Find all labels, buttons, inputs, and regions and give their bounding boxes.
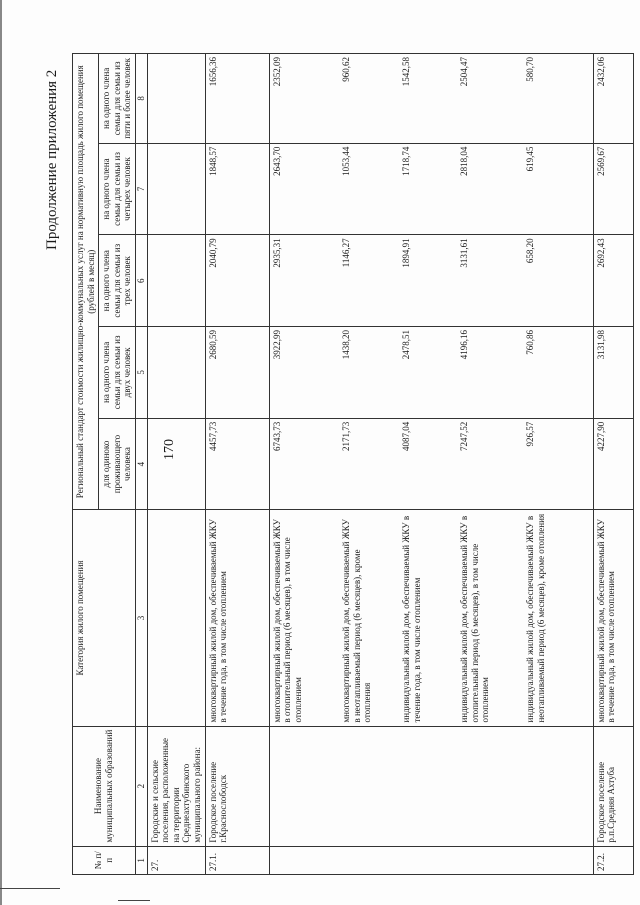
row-value: 2692,43 [593,235,633,327]
table-row [147,54,205,875]
row-num: 27. [147,846,205,874]
column-number-row [136,54,148,875]
row-value: 658,20 [523,235,593,327]
row-name: Городское поселение р.п.Средняя Ахтуба [593,726,633,846]
row-num [339,846,399,874]
row-value: 2040,79 [205,235,269,327]
column-number: 3 [136,510,148,726]
row-value: 4227,90 [593,418,633,510]
table-row [205,54,269,875]
table-row [593,54,633,875]
column-number: 4 [136,418,148,510]
row-num: 27.2. [593,846,633,874]
header-col4: для одиноко проживающего человека [99,418,136,510]
header-category: Категория жилого помещения [73,510,136,726]
row-value: 2432,06 [593,54,633,144]
page-number: 170 [162,439,177,460]
header-col6: на одного члена семьи для семьи из трех человек [99,235,136,327]
row-value: 619,45 [523,143,593,235]
row-name [399,726,457,846]
table-row [269,54,339,875]
column-number: 6 [136,235,148,327]
standards-table [72,53,634,875]
row-name: Городское поселение г.Краснослободск [205,726,269,846]
row-value: 4196,16 [457,327,523,419]
row-name: Городские и сельские поселения, расположенные на территории Среднеахтубинского муниципального района: [147,726,205,846]
header-col7: на одного члена семьи для семьи из четырех человек [99,143,136,235]
row-name [269,726,339,846]
column-number: 8 [136,54,148,144]
column-number: 1 [136,846,148,874]
row-value: 580,70 [523,54,593,144]
row-category: многоквартирный жилой дом, обеспечиваемый ЖКУ в течение года, в том числе отоплением [205,510,269,726]
row-value: 926,57 [523,418,593,510]
header-col8: на одного члена семьи для семьи из пяти и более человек [99,54,136,144]
table-row [399,54,457,875]
row-value: 2643,70 [269,143,339,235]
row-value [147,235,205,327]
row-value: 3131,61 [457,235,523,327]
row-value [147,418,205,510]
row-value: 2478,51 [399,327,457,419]
column-number: 5 [136,327,148,419]
row-value: 7247,52 [457,418,523,510]
row-value: 960,62 [339,54,399,144]
row-name [457,726,523,846]
table-row [339,54,399,875]
header-col5: на одного члена семьи для семьи из двух человек [99,327,136,419]
row-value: 2504,47 [457,54,523,144]
row-value: 3131,98 [593,327,633,419]
header-standard-group: Региональный стандарт стоимости жилищно-коммунальных услуг на нормативную площадь жилого помещения (рублей в месяц) [73,54,99,510]
column-number: 7 [136,143,148,235]
row-value [147,327,205,419]
row-name [523,726,593,846]
row-category: многоквартирный жилой дом, обеспечиваемый ЖКУ в отопительный период (6 месяцев), в том числе отоплением [269,510,339,726]
row-value: 760,86 [523,327,593,419]
row-value: 2818,04 [457,143,523,235]
row-value: 1542,58 [399,54,457,144]
row-value: 2569,67 [593,143,633,235]
row-category: многоквартирный жилой дом, обеспечиваемый ЖКУ в неотапливаемый период (6 месяцев), кроме отопления [339,510,399,726]
row-value: 4457,73 [205,418,269,510]
header-name: Наименование муниципальных образований [73,726,136,846]
header-num: № п/п [73,846,136,874]
appendix-title: Продолжение приложения 2 [44,69,60,250]
row-category: многоквартирный жилой дом, обеспечиваемый ЖКУ в течение года, в том числе отоплением [593,510,633,726]
row-category [147,510,205,726]
row-value: 2680,59 [205,327,269,419]
row-value: 1438,20 [339,327,399,419]
row-category: индивидуальный жилой дом, обеспечиваемый ЖКУ в неотапливаемый период (6 месяцев), кроме отопления [523,510,593,726]
row-value: 1053,44 [339,143,399,235]
row-value: 1848,57 [205,143,269,235]
row-value: 2935,31 [269,235,339,327]
row-value: 2352,09 [269,54,339,144]
row-value: 1146,27 [339,235,399,327]
row-num [457,846,523,874]
row-value: 2171,73 [339,418,399,510]
header-row [73,54,99,875]
column-number: 2 [136,726,148,846]
row-category: индивидуальный жилой дом, обеспечиваемый ЖКУ в течение года, в том числе отоплением [399,510,457,726]
row-value: 4087,04 [399,418,457,510]
row-name [339,726,399,846]
row-category: индивидуальный жилой дом, обеспечиваемый ЖКУ в отопительный период (6 месяцев), в том числе отоплением [457,510,523,726]
row-value: 3922,99 [269,327,339,419]
row-num [523,846,593,874]
row-num [399,846,457,874]
table-row [523,54,593,875]
row-num: 27.1. [205,846,269,874]
row-value: 1718,74 [399,143,457,235]
row-value: 1656,36 [205,54,269,144]
row-value: 1894,91 [399,235,457,327]
table-row [457,54,523,875]
row-num [269,846,339,874]
row-value: 6743,73 [269,418,339,510]
row-value [147,143,205,235]
row-value [147,54,205,144]
